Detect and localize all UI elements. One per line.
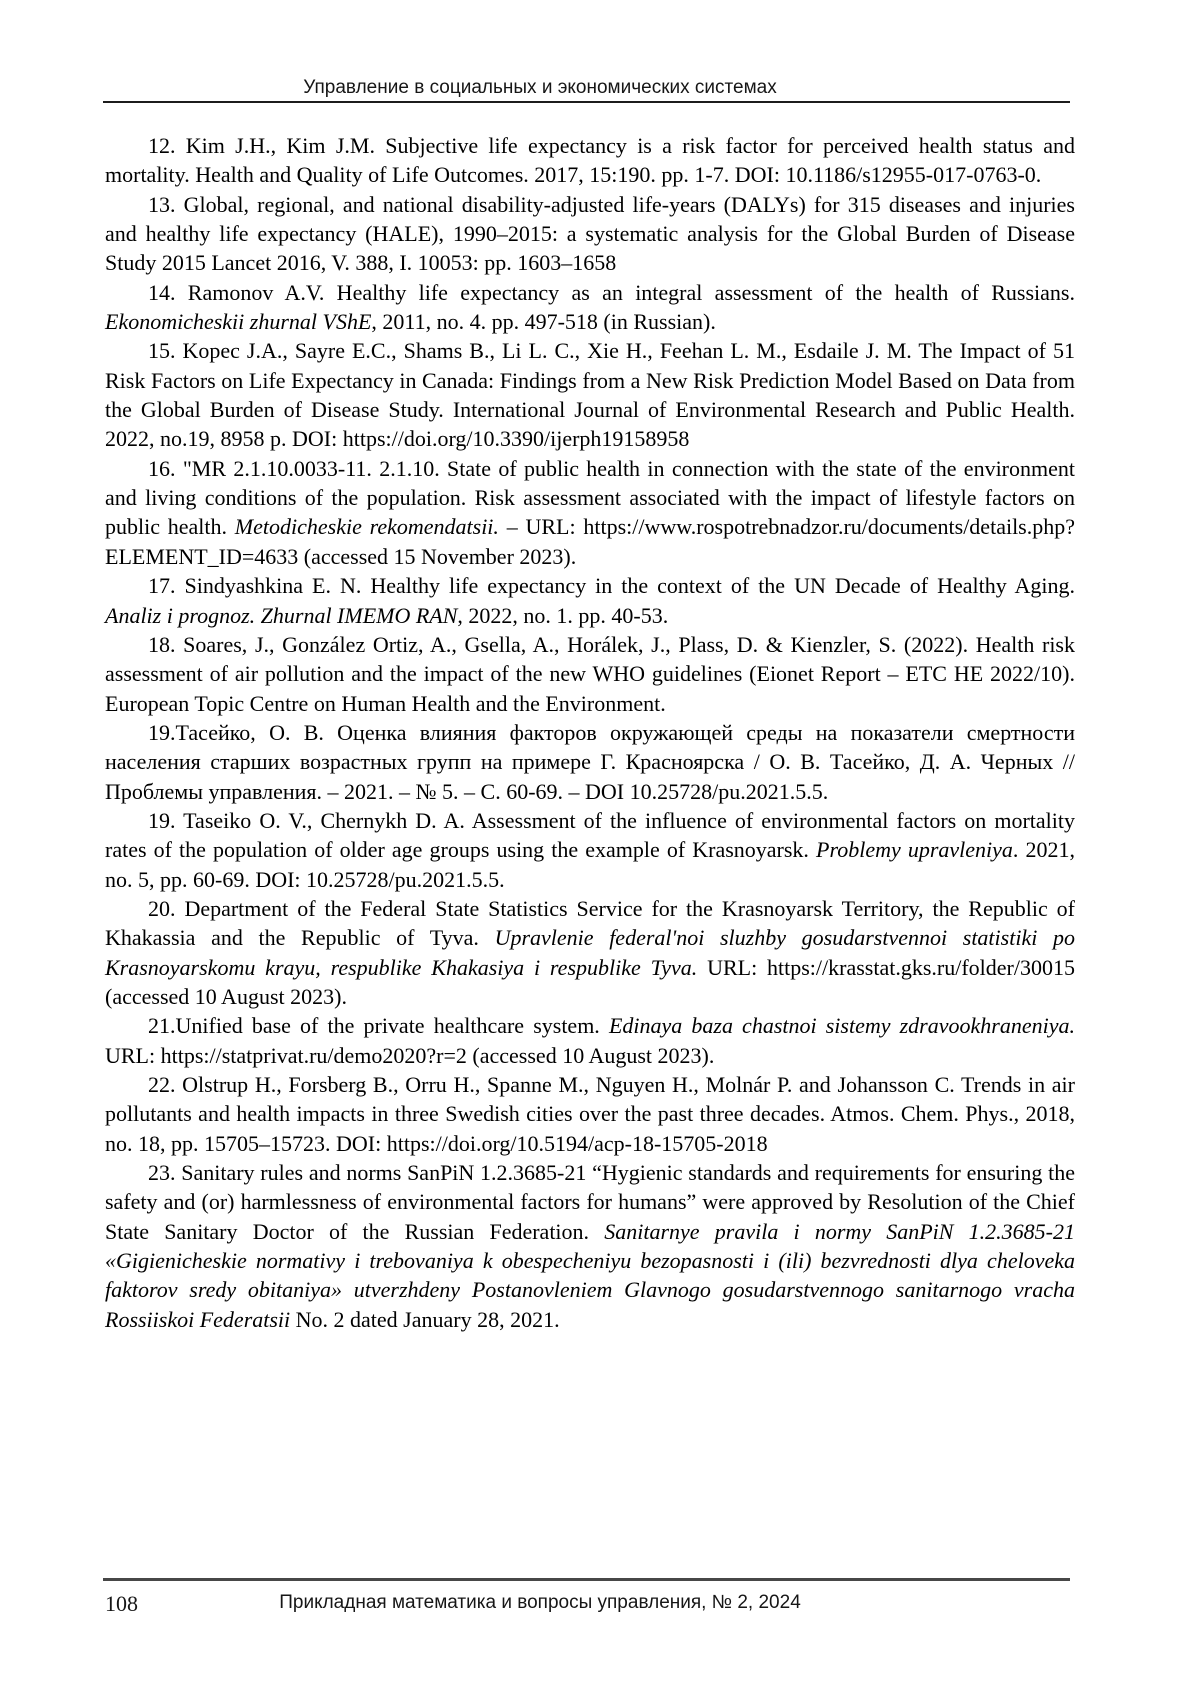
reference-item bbox=[105, 190, 1075, 278]
reference-text: . 2021, no. 5, pp. 60-69. DOI: 10.25728/pu.2021.5.5. bbox=[105, 837, 1076, 892]
reference-item bbox=[105, 336, 1075, 453]
reference-item bbox=[105, 1070, 1075, 1158]
reference-text: 22. Olstrup H., Forsberg B., Orru H., Spanne M., Nguyen H., Molnár P. and Johansson C. Trends in air pollutants and health impacts in three Swedish cities over the past three decades. Atmos. Chem. Phys., 2018, no. 18, pp. 15705–15723. DOI: https://doi.org/​10.5194/acp-18-15705-2018 bbox=[105, 1072, 1075, 1156]
footer-rule bbox=[103, 1578, 1070, 1581]
reference-text-italic: Upravlenie federal'noi sluzhby gosudarstvennoi statistiki po Krasnoyarskomu krayu, respublike Khakasiya i respublike Tyva. bbox=[105, 925, 1075, 980]
reference-text: 13. Global, regional, and national disability-adjusted life-years (DALYs) for 315 diseases and injuries and healthy life expectancy (HALE), 1990–2015: a systematic analysis for the Global Burden of Disease Study 2015 Lancet 2016, V. 388, I. 10053: pp. 1603–1658 bbox=[105, 191, 1075, 276]
reference-item bbox=[105, 1011, 1075, 1070]
reference-text: 15. Kopec J.A., Sayre E.C., Shams B., Li L. C., Xie H., Feehan L. M., Esdaile J. M. The Impact of 51 Risk Factors on Life Expectancy in Canada: Findings from a New Risk Prediction Model Based on Data from the Global Burden of Disease Study. International Journal of Environmental Research and Public Health. 2022, no.19, 8958 p. DOI: https://doi.org/​10.3390/ijerph19158958 bbox=[105, 338, 1075, 452]
reference-item bbox=[105, 278, 1075, 337]
reference-item bbox=[105, 571, 1075, 630]
reference-item bbox=[105, 131, 1075, 190]
header-rule bbox=[103, 101, 1070, 103]
running-header-title: Управление в социальных и экономических системах bbox=[303, 77, 777, 98]
reference-item bbox=[105, 806, 1075, 894]
reference-text: 19. Taseiko O. V., Chernykh D. A. Assessment of the influence of environmental factors on mortality rates of the population of older age groups using the example of Krasnoyarsk. bbox=[105, 807, 1075, 863]
footer-journal-title: Прикладная математика и вопросы управления, № 2, 2024 bbox=[279, 1592, 801, 1613]
reference-text: No. 2 dated January 28, 2021. bbox=[290, 1306, 560, 1332]
reference-text-italic: Metodicheskie rekomendatsii. bbox=[234, 514, 499, 540]
reference-text: 23. Sanitary rules and norms SanPiN 1.2.3685-21 “Hygienic standards and requirements for ensuring the safety and (or) harmlessness of environmental factors for humans” were approved by Resolution of the Chief State Sanitary Doctor of the Russian Federation. bbox=[105, 1160, 1075, 1244]
references-list bbox=[105, 131, 1075, 1334]
reference-item bbox=[105, 630, 1075, 718]
reference-item bbox=[105, 454, 1075, 571]
reference-item bbox=[105, 718, 1075, 806]
reference-text: 21.Unified base of the private healthcare system. bbox=[148, 1013, 609, 1039]
reference-text: 18. Soares, J., González Ortiz, A., Gsella, A., Horálek, J., Plass, D. & Kienzler, S. (2022). Health risk assessment of air pollution and the impact of the new WHO guidelines (Eionet Report – ETC HE 2022/10). European Topic Centre on Human Health and the Environment. bbox=[105, 631, 1075, 716]
reference-text-italic: Sanitarnye pravila i normy SanPiN 1.2.3685-21 «Gigienicheskie normativy i trebovaniya k obespecheniyu bezopasnosti i (ili) bezvrednosti dlya cheloveka faktorov sredy obitaniya» utverzhdeny Postanovleniem Glavnogo gosudarstvennogo sanitarnogo vracha Rossiiskoi Federatsii bbox=[105, 1218, 1075, 1332]
reference-text-italic: Problemy upravleniya bbox=[816, 837, 1013, 863]
reference-text: 19.Тасейко, О. В. Оценка влияния факторов окружающей среды на показатели смертности населения старших возрастных групп на примере Г. Красноярска / О. В. Тасейко, Д. А. Черных // Проблемы управления. – 2021. – № 5. – С. 60-69. – DOI 10.25728/pu.2021.5.5. bbox=[105, 719, 1075, 804]
reference-text: 16. "MR 2.1.10.0033-11. 2.1.10. State of public health in connection with the state of the environment and living conditions of the population. Risk assessment associated with the impact of lifestyle factors on public health. bbox=[105, 455, 1075, 540]
reference-text: 17. Sindyashkina E. N. Healthy life expectancy in the context of the UN Decade of Healthy Aging. bbox=[148, 573, 1075, 599]
reference-text-italic: Edinaya baza chastnoi sistemy zdravookhraneniya. bbox=[608, 1013, 1075, 1039]
page-number: 108 bbox=[105, 1591, 138, 1616]
reference-text: 12. Kim J.H., Kim J.M. Subjective life expectancy is a risk factor for perceived health status and mortality. Health and Quality of Life Outcomes. 2017, 15:190. pp. 1-7. DOI: 10.1186/​s12955-017-0763-0. bbox=[105, 133, 1075, 188]
reference-text: , 2022, no. 1. pp. 40-53. bbox=[457, 602, 669, 628]
reference-text: , 2011, no. 4. pp. 497-518 (in Russian). bbox=[371, 309, 716, 335]
reference-text-italic: Ekonomicheskii zhurnal VShE bbox=[105, 309, 372, 335]
reference-item bbox=[105, 894, 1075, 1011]
reference-text-italic: Analiz i prognoz. Zhurnal IMEMO RAN bbox=[105, 602, 458, 628]
reference-text: URL: https://krasstat.gks.ru/folder/30015 (accessed 10 August 2023). bbox=[105, 954, 1075, 1009]
reference-text: 20. Department of the Federal State Statistics Service for the Krasnoyarsk Territory, the Republic of Khakassia and the Republic of Tyva. bbox=[105, 895, 1075, 951]
reference-item bbox=[105, 1158, 1075, 1334]
reference-text: URL: https://statprivat.ru/demo2020?r=2 (accessed 10 August 2023). bbox=[105, 1042, 715, 1068]
reference-text: – URL: https://www.rospotrebnadzor.ru/​documents/details.php?ELEMENT_ID=4633 (accessed 15 November 2023). bbox=[105, 514, 1076, 569]
reference-text: 14. Ramonov A.V. Healthy life expectancy as an integral assessment of the health of Russians. bbox=[148, 279, 1075, 305]
